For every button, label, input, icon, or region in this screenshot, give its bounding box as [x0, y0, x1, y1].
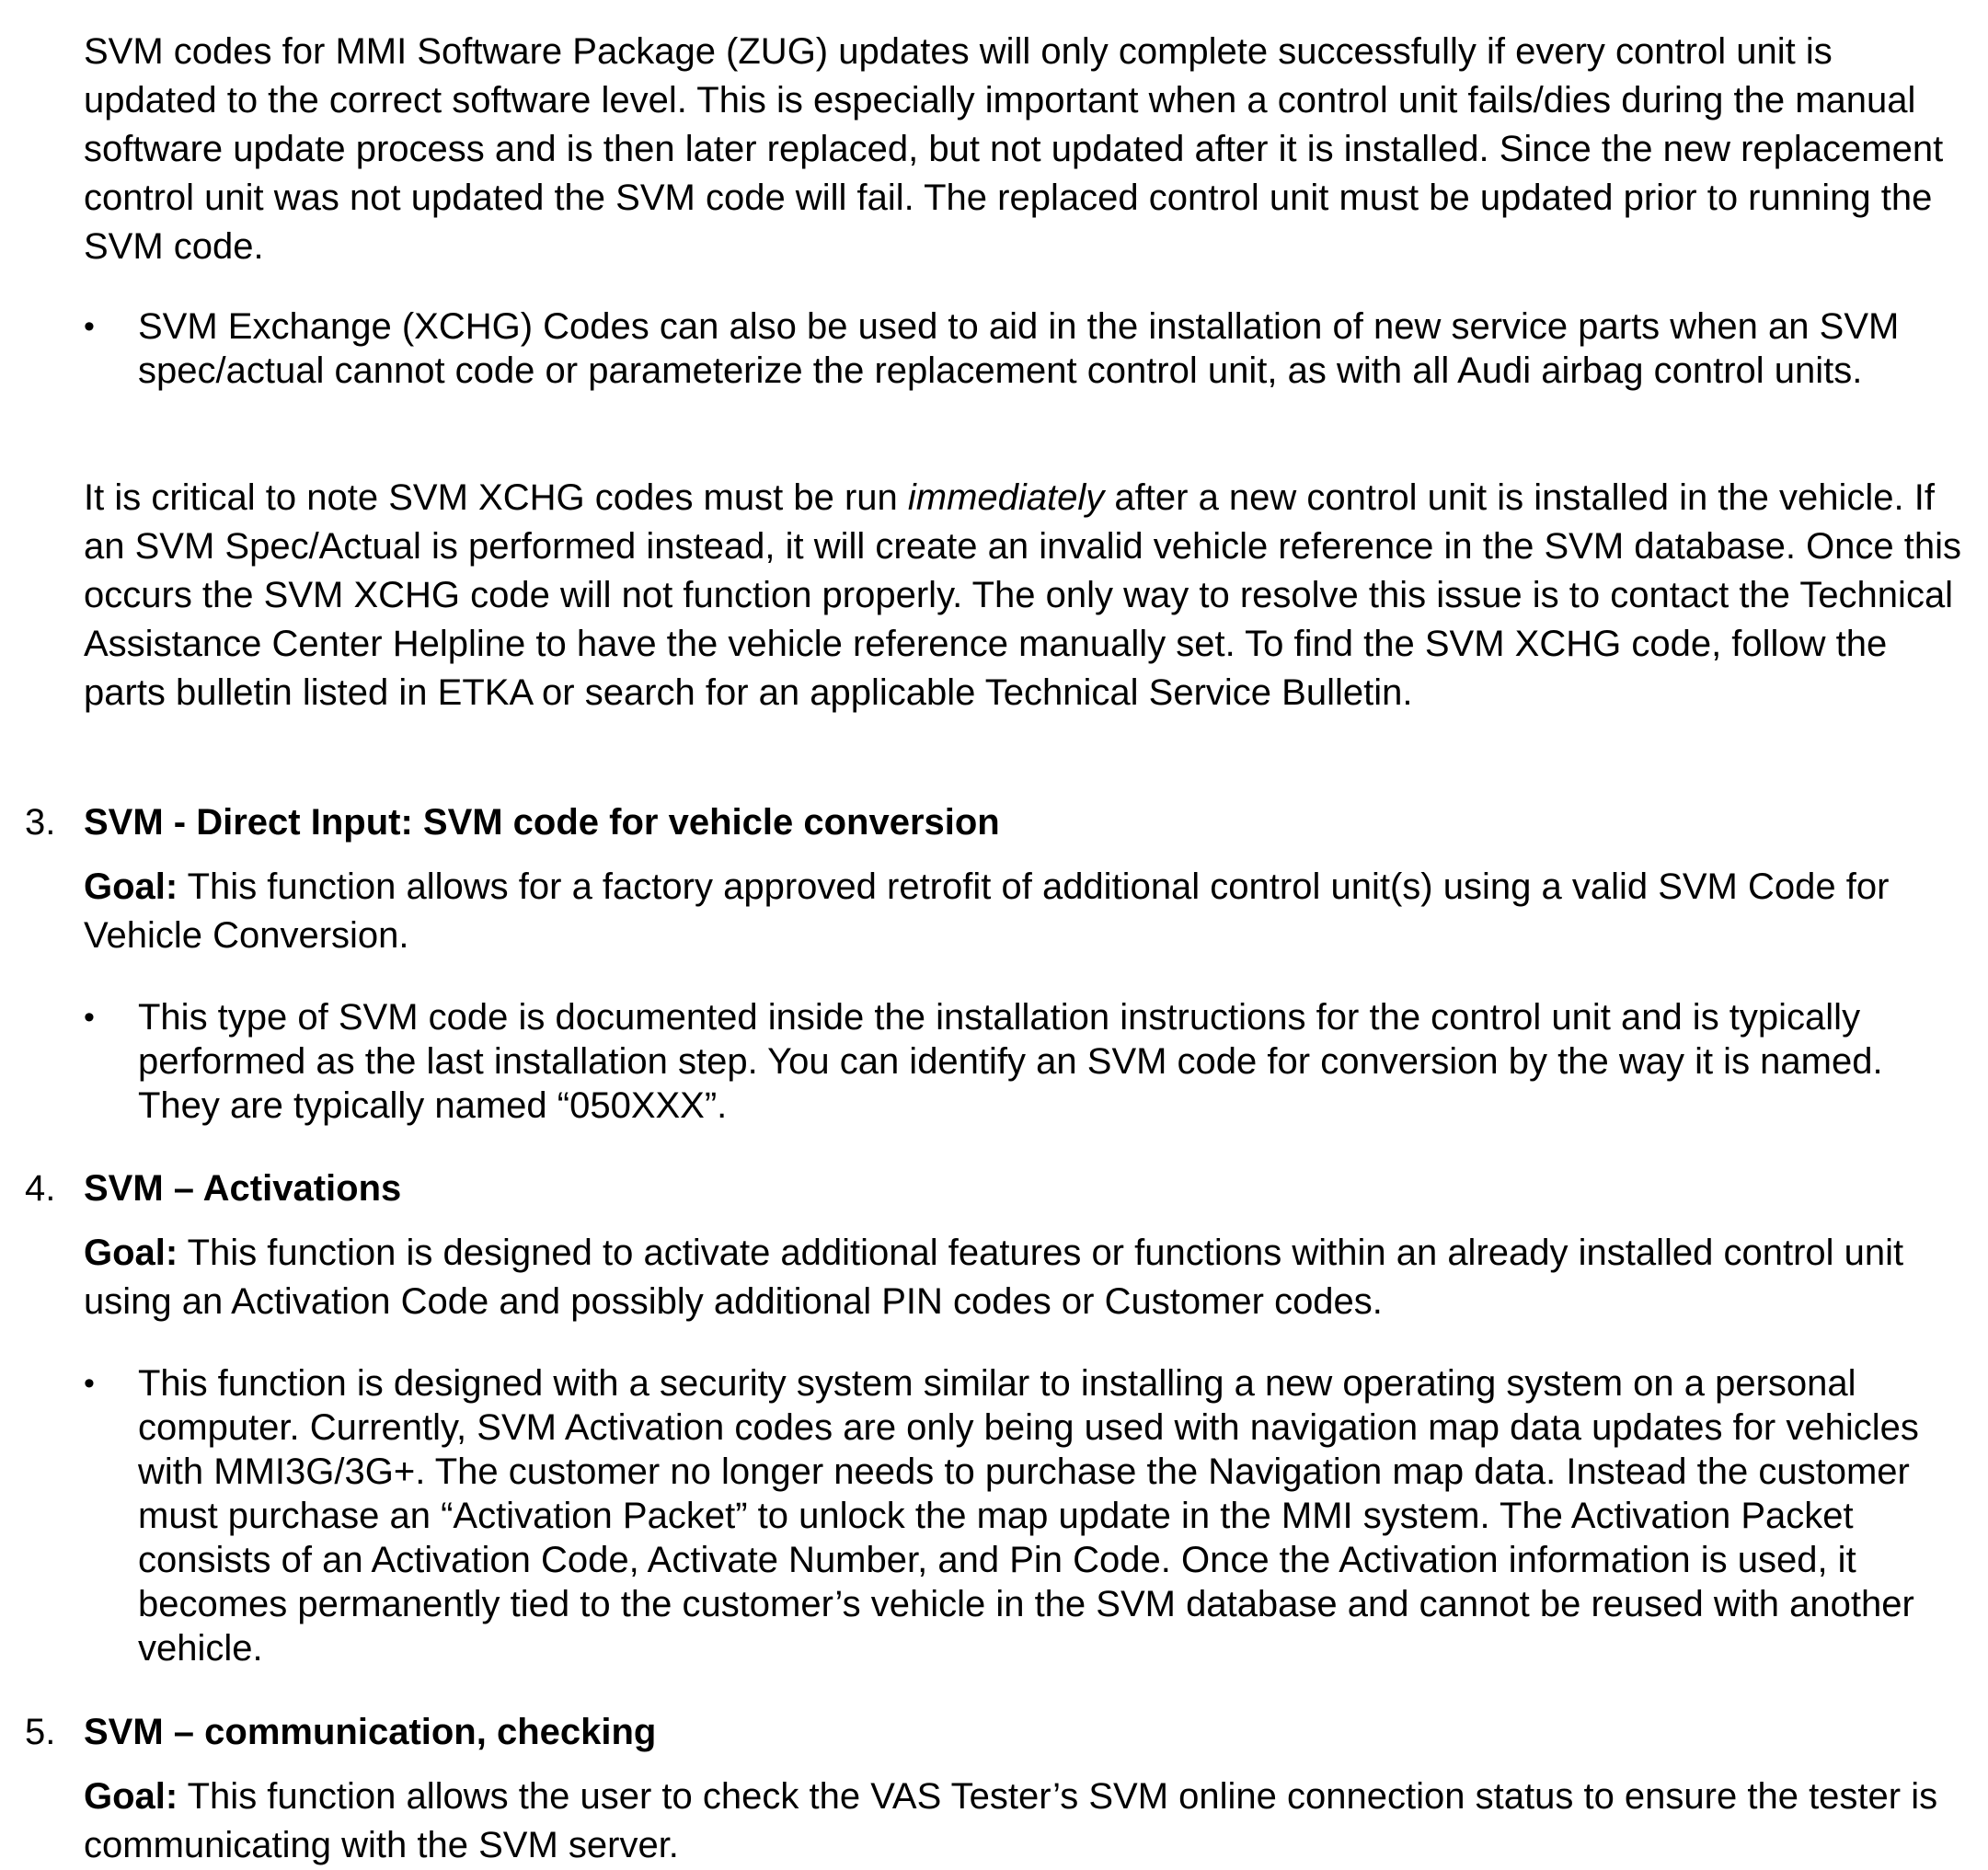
- bullet-xchg: [84, 304, 1970, 393]
- section-3-title: SVM - Direct Input: SVM code for vehicle conversion: [84, 802, 1000, 843]
- section-5-heading: [25, 1708, 1970, 1757]
- goal-label: Goal:: [84, 1776, 178, 1817]
- section-3-number: 3.: [25, 802, 56, 843]
- section-4-goal: [84, 1229, 1970, 1326]
- critical-note-paragraph: [84, 474, 1970, 717]
- bullet-xchg-text: SVM Exchange (XCHG) Codes can also be used to aid in the installation of new service parts when an SVM spec/actual cannot code or parameterize the replacement control unit, as with all Audi airbag control units.: [138, 306, 1900, 391]
- section-5-number: 5.: [25, 1712, 56, 1752]
- section-5-goal-text: This function allows the user to check the VAS Tester’s SVM online connection status to ensure the tester is communicating with the SVM server.: [84, 1776, 1938, 1865]
- section-5-title: SVM – communication, checking: [84, 1712, 657, 1752]
- section-4-number: 4.: [25, 1168, 56, 1209]
- section-4-bullet: [84, 1361, 1970, 1670]
- goal-label: Goal:: [84, 1233, 178, 1273]
- section-3-bullet-text: This type of SVM code is documented inside the installation instructions for the control unit and is typically performed as the last installation step. You can identify an SVM code for conversion by the way it is named. They are typically named “050XXX”.: [138, 997, 1883, 1126]
- section-5-goal: [84, 1772, 1970, 1870]
- goal-label: Goal:: [84, 866, 178, 907]
- bullet-icon: •: [84, 1000, 95, 1035]
- section-4-title: SVM – Activations: [84, 1168, 402, 1209]
- section-4-bullet-text: This function is designed with a security system similar to installing a new operating system on a personal computer. Currently, SVM Activation codes are only being used with navigation map data updates for vehicles with MMI3G/3G+. The customer no longer needs to purchase the Navigation map data. Instead the customer must purchase an “Activation Packet” to unlock the map update in the MMI system. The Activation Packet consists of an Activation Code, Activate Number, and Pin Code. Once the Activation information is used, it becomes permanently tied to the customer’s vehicle in the SVM database and cannot be reused with another vehicle.: [138, 1363, 1919, 1669]
- section-4-heading: [25, 1164, 1970, 1213]
- section-3-heading: [25, 798, 1970, 847]
- intro-paragraph: SVM codes for MMI Software Package (ZUG) updates will only complete successfully if every control unit is updated to the correct software level. This is especially important when a control unit fails/dies during the manual software update process and is then later replaced, but not updated after it is installed. Since the new replacement control unit was not updated the SVM code will fail. The replaced control unit must be updated prior to running the SVM code.: [84, 31, 1944, 267]
- section-3-goal-text: This function allows for a factory approved retrofit of additional control unit(s) using a valid SVM Code for Vehicle Conversion.: [84, 866, 1890, 956]
- section-3-bullet: [84, 995, 1970, 1128]
- section-3-goal: [84, 863, 1970, 960]
- critical-note-emphasis: immediately: [907, 477, 1105, 518]
- critical-note-after: after a new control unit is installed in the vehicle. If an SVM Spec/Actual is performed instead, it will create an invalid vehicle reference in the SVM database. Once this occurs the SVM XCHG code will not function properly. The only way to resolve this issue is to contact the Technical Assistance Center Helpline to have the vehicle reference manually set. To find the SVM XCHG code, follow the parts bulletin listed in ETKA or search for an applicable Technical Service Bulletin.: [84, 477, 1962, 713]
- bullet-icon: •: [84, 1366, 95, 1401]
- section-4-goal-text: This function is designed to activate additional features or functions within an already installed control unit using an Activation Code and possibly additional PIN codes or Customer codes.: [84, 1233, 1904, 1322]
- bullet-icon: •: [84, 309, 95, 344]
- critical-note-before: It is critical to note SVM XCHG codes must be run: [84, 477, 908, 518]
